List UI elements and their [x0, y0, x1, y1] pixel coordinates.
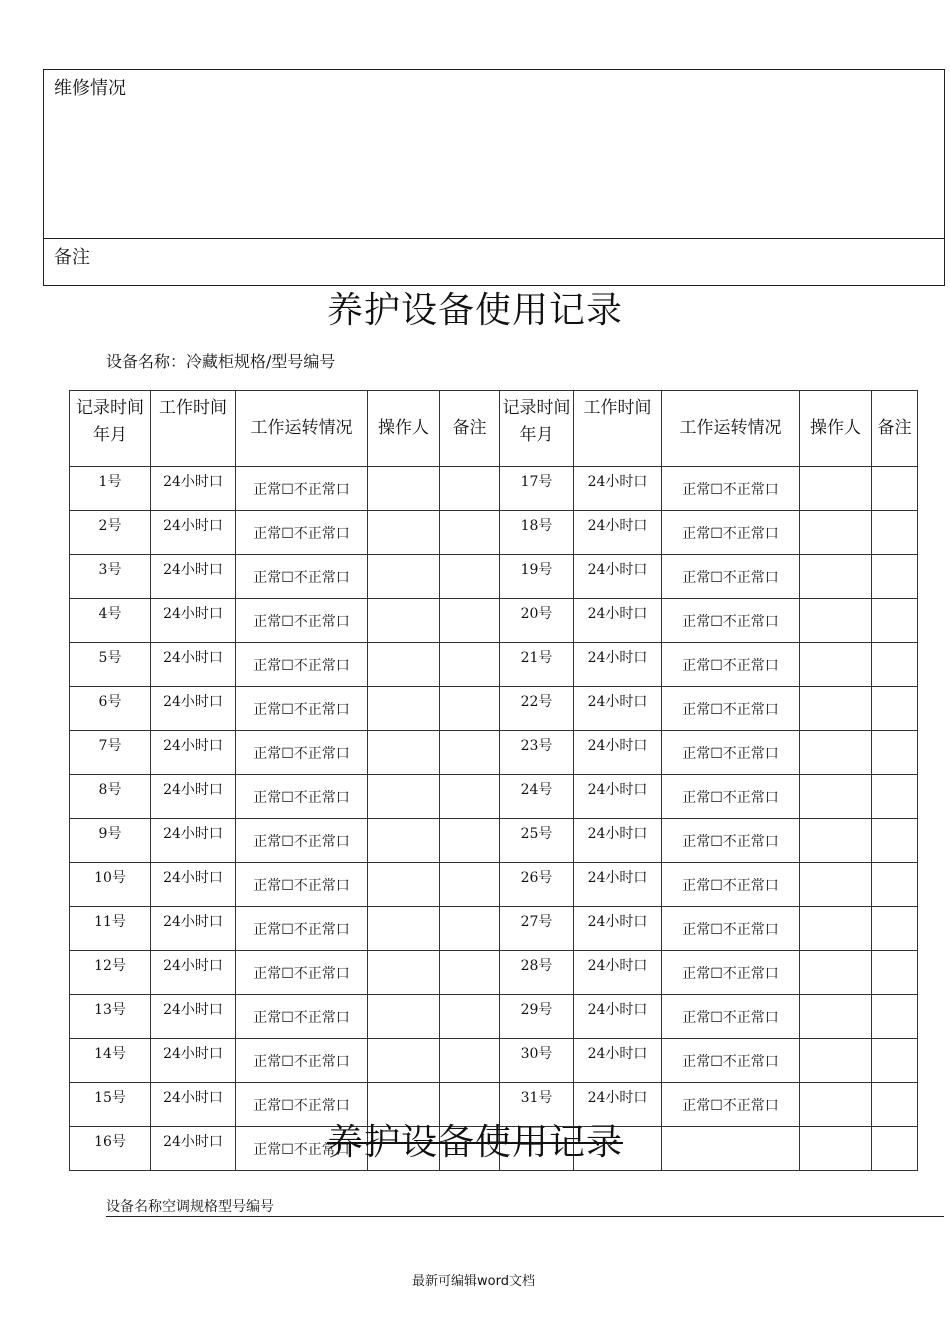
hours-cell: 24小时口	[151, 995, 236, 1039]
header-record-time: 记录时间年月	[70, 391, 151, 467]
remarks-cell	[872, 863, 918, 907]
operator-cell	[368, 1039, 440, 1083]
header-operation-status: 工作运转情况	[662, 391, 800, 467]
hours-cell: 24小时口	[151, 555, 236, 599]
operator-cell	[368, 555, 440, 599]
operator-cell	[368, 951, 440, 995]
day-cell: 10号	[70, 863, 151, 907]
usage-log-table	[69, 390, 918, 1171]
operator-cell	[800, 511, 872, 555]
hours-cell: 24小时口	[151, 863, 236, 907]
status-cell: 正常☐不正常口	[236, 1039, 368, 1083]
remarks-cell	[872, 819, 918, 863]
header-work-time: 工作时间	[151, 391, 236, 467]
remarks-cell	[440, 467, 500, 511]
operator-cell	[800, 1039, 872, 1083]
remarks-cell	[872, 995, 918, 1039]
hours-cell: 24小时口	[151, 643, 236, 687]
hours-cell: 24小时口	[574, 863, 662, 907]
remarks-cell	[872, 555, 918, 599]
day-cell: 11号	[70, 907, 151, 951]
day-cell: 19号	[500, 555, 574, 599]
status-cell: 正常☐不正常口	[236, 995, 368, 1039]
day-cell: 13号	[70, 995, 151, 1039]
second-title: 养护设备使用记录	[326, 1122, 623, 1163]
remarks-cell	[440, 687, 500, 731]
hours-cell: 24小时口	[574, 1039, 662, 1083]
day-cell: 9号	[70, 819, 151, 863]
hours-cell: 24小时口	[574, 599, 662, 643]
operator-cell	[368, 511, 440, 555]
header-operator: 操作人	[368, 391, 440, 467]
operator-cell	[368, 863, 440, 907]
day-cell: 15号	[70, 1083, 151, 1127]
status-cell: 正常☐不正常口	[236, 643, 368, 687]
status-cell: 正常☐不正常口	[236, 1083, 368, 1127]
status-cell: 正常☐不正常口	[662, 687, 800, 731]
table-row	[70, 907, 918, 951]
hours-cell: 24小时口	[151, 599, 236, 643]
operator-cell	[368, 775, 440, 819]
status-cell: 正常☐不正常口	[662, 555, 800, 599]
hours-cell: 24小时口	[151, 775, 236, 819]
remarks-cell	[872, 1039, 918, 1083]
remarks-cell	[872, 687, 918, 731]
operator-cell	[800, 555, 872, 599]
remarks-cell	[872, 467, 918, 511]
status-cell: 正常☐不正常口	[662, 731, 800, 775]
hours-cell: 24小时口	[151, 819, 236, 863]
table-row	[70, 995, 918, 1039]
remarks-cell	[440, 819, 500, 863]
hours-cell: 24小时口	[574, 995, 662, 1039]
hours-cell: 24小时口	[151, 731, 236, 775]
status-cell: 正常☐不正常口	[662, 643, 800, 687]
operator-cell	[368, 819, 440, 863]
remarks-cell	[440, 511, 500, 555]
day-cell: 27号	[500, 907, 574, 951]
header-work-time: 工作时间	[574, 391, 662, 467]
hours-cell: 24小时口	[574, 775, 662, 819]
status-cell: 正常☐不正常口	[236, 467, 368, 511]
header-operator: 操作人	[800, 391, 872, 467]
hours-cell: 24小时口	[574, 951, 662, 995]
status-cell: 正常☐不正常口	[662, 907, 800, 951]
day-cell: 14号	[70, 1039, 151, 1083]
day-cell: 26号	[500, 863, 574, 907]
box-divider	[44, 238, 944, 239]
status-cell: 正常☐不正常口	[236, 775, 368, 819]
operator-cell	[368, 599, 440, 643]
day-cell: 29号	[500, 995, 574, 1039]
status-cell: 正常☐不正常口	[236, 907, 368, 951]
table-row	[70, 599, 918, 643]
day-cell: 23号	[500, 731, 574, 775]
table-row	[70, 555, 918, 599]
operator-cell	[800, 819, 872, 863]
operator-cell	[368, 643, 440, 687]
repair-label: 维修情况	[54, 78, 126, 99]
operator-cell	[800, 863, 872, 907]
status-cell: 正常☐不正常口	[236, 511, 368, 555]
hours-cell: 24小时口	[151, 467, 236, 511]
remarks-cell	[440, 1039, 500, 1083]
remarks-cell	[872, 775, 918, 819]
day-cell: 1号	[70, 467, 151, 511]
hours-cell: 24小时口	[574, 687, 662, 731]
operator-cell	[800, 467, 872, 511]
status-cell: 正常☐不正常口	[662, 1039, 800, 1083]
operator-cell	[800, 599, 872, 643]
hours-cell: 24小时口	[151, 951, 236, 995]
hours-cell: 24小时口	[574, 819, 662, 863]
operator-cell	[800, 775, 872, 819]
status-cell: 正常☐不正常口	[662, 511, 800, 555]
hours-cell: 24小时口	[574, 555, 662, 599]
remarks-cell	[872, 643, 918, 687]
day-cell: 22号	[500, 687, 574, 731]
hours-cell: 24小时口	[574, 907, 662, 951]
remarks-cell	[440, 643, 500, 687]
operator-cell	[800, 951, 872, 995]
status-cell: 正常☐不正常口	[662, 1083, 800, 1127]
status-cell: 正常☐不正常口	[236, 731, 368, 775]
remarks-cell	[872, 951, 918, 995]
maintenance-box	[43, 69, 945, 286]
operator-cell	[800, 907, 872, 951]
table-row	[70, 951, 918, 995]
page-title: 养护设备使用记录	[326, 290, 623, 331]
status-cell: 正常☐不正常口	[662, 775, 800, 819]
remarks-cell	[440, 731, 500, 775]
hours-cell: 24小时口	[151, 907, 236, 951]
table-row	[70, 687, 918, 731]
header-operation-status: 工作运转情况	[236, 391, 368, 467]
device-line: 设备名称：冷藏柜规格/型号编号	[106, 352, 336, 371]
status-cell: 正常☐不正常口	[236, 951, 368, 995]
remarks-cell	[440, 863, 500, 907]
operator-cell	[368, 467, 440, 511]
hours-cell: 24小时口	[574, 1083, 662, 1127]
hours-cell: 24小时口	[574, 511, 662, 555]
remarks-cell	[440, 995, 500, 1039]
status-cell: 正常☐不正常口	[236, 863, 368, 907]
remarks-cell	[440, 555, 500, 599]
hours-cell: 24小时口	[151, 687, 236, 731]
status-cell: 正常☐不正常口	[662, 863, 800, 907]
remarks-cell	[872, 599, 918, 643]
day-cell: 28号	[500, 951, 574, 995]
operator-cell	[800, 687, 872, 731]
operator-cell	[368, 995, 440, 1039]
remarks-cell	[872, 731, 918, 775]
day-cell: 2号	[70, 511, 151, 555]
operator-cell	[800, 643, 872, 687]
second-device-line: 设备名称空调规格型号编号	[106, 1198, 944, 1217]
day-cell: 30号	[500, 1039, 574, 1083]
status-cell: 正常☐不正常口	[662, 819, 800, 863]
hours-cell: 24小时口	[574, 731, 662, 775]
day-cell: 3号	[70, 555, 151, 599]
remarks-cell	[872, 511, 918, 555]
hours-cell: 24小时口	[151, 511, 236, 555]
day-cell: 18号	[500, 511, 574, 555]
status-cell: 正常☐不正常口	[236, 599, 368, 643]
hours-cell: 24小时口	[151, 1083, 236, 1127]
remarks-cell	[872, 907, 918, 951]
header-remarks: 备注	[872, 391, 918, 467]
table-row	[70, 643, 918, 687]
table-row	[70, 511, 918, 555]
day-cell: 16号	[70, 1127, 151, 1171]
hours-cell: 24小时口	[574, 467, 662, 511]
day-cell: 20号	[500, 599, 574, 643]
day-cell: 21号	[500, 643, 574, 687]
operator-cell	[800, 995, 872, 1039]
status-cell: 正常☐不正常口	[236, 555, 368, 599]
day-cell: 8号	[70, 775, 151, 819]
table-row	[70, 863, 918, 907]
table-row	[70, 1039, 918, 1083]
operator-cell	[368, 907, 440, 951]
table-row	[70, 775, 918, 819]
status-cell: 正常☐不正常口	[236, 687, 368, 731]
day-cell: 7号	[70, 731, 151, 775]
day-cell: 5号	[70, 643, 151, 687]
status-cell: 正常☐不正常口	[662, 995, 800, 1039]
hours-cell: 24小时口	[574, 643, 662, 687]
day-cell: 6号	[70, 687, 151, 731]
remarks-label: 备注	[54, 247, 90, 268]
day-cell: 31号	[500, 1083, 574, 1127]
operator-cell	[368, 687, 440, 731]
status-cell: 正常☐不正常口	[662, 467, 800, 511]
hours-cell: 24小时口	[151, 1039, 236, 1083]
day-cell: 12号	[70, 951, 151, 995]
status-cell: 正常☐不正常口	[662, 599, 800, 643]
day-cell: 25号	[500, 819, 574, 863]
day-cell: 17号	[500, 467, 574, 511]
header-remarks: 备注	[440, 391, 500, 467]
table-row	[70, 467, 918, 511]
day-cell: 4号	[70, 599, 151, 643]
remarks-cell	[440, 951, 500, 995]
status-cell: 正常☐不正常口	[236, 1127, 368, 1171]
status-cell: 正常☐不正常口	[236, 819, 368, 863]
operator-cell	[800, 731, 872, 775]
table-header-row	[70, 391, 918, 467]
footer-note: 最新可编辑word文档	[412, 1274, 535, 1289]
hours-cell: 24小时口	[151, 1127, 236, 1171]
remarks-cell	[440, 907, 500, 951]
status-cell: 正常☐不正常口	[662, 951, 800, 995]
table-row	[70, 819, 918, 863]
header-record-time: 记录时间年月	[500, 391, 574, 467]
remarks-cell	[440, 599, 500, 643]
remarks-cell	[440, 775, 500, 819]
table-row	[70, 731, 918, 775]
day-cell: 24号	[500, 775, 574, 819]
operator-cell	[368, 731, 440, 775]
